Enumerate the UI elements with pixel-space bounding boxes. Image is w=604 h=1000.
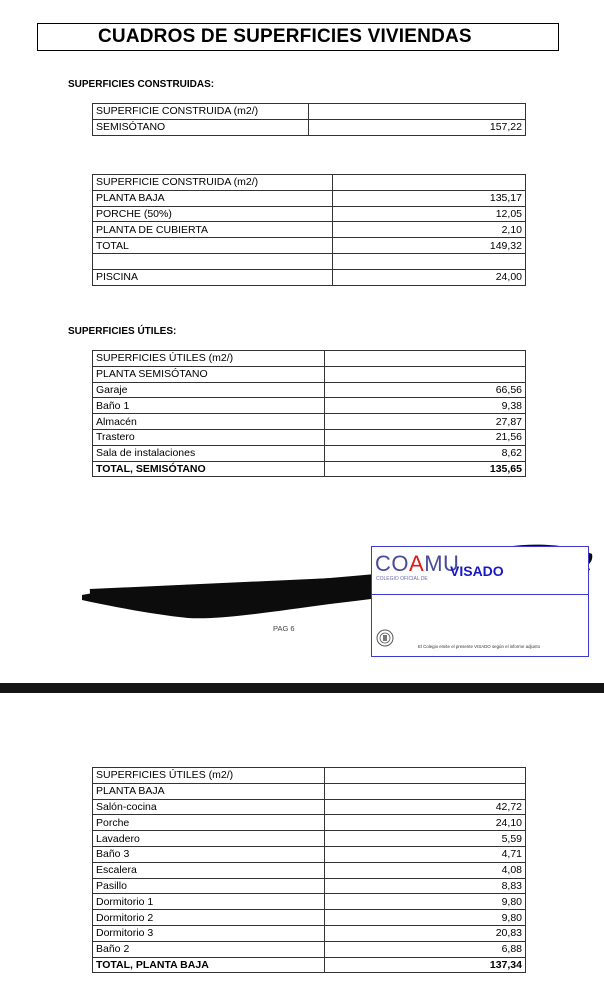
section-heading-useful: SUPERFICIES ÚTILES: bbox=[68, 326, 177, 337]
row-label: Dormitorio 2 bbox=[93, 910, 325, 926]
table-row bbox=[93, 222, 526, 238]
row-label: Pasillo bbox=[93, 878, 325, 894]
row-value: 4,08 bbox=[325, 862, 526, 878]
row-value: 12,05 bbox=[333, 206, 526, 222]
section-heading-constructed: SUPERFICIES CONSTRUIDAS: bbox=[68, 79, 215, 90]
table-row bbox=[93, 783, 526, 799]
stamp-divider bbox=[372, 594, 588, 595]
row-label: Garaje bbox=[93, 382, 325, 398]
table-constructed-ground bbox=[92, 174, 526, 286]
visado-stamp bbox=[371, 546, 589, 657]
page-title: CUADROS DE SUPERFICIES VIVIENDAS bbox=[37, 23, 559, 51]
coamu-logo: COAMU bbox=[375, 551, 460, 576]
table-row bbox=[93, 862, 526, 878]
row-value: 135,17 bbox=[333, 190, 526, 206]
table-row bbox=[93, 429, 526, 445]
row-label: PORCHE (50%) bbox=[93, 206, 333, 222]
table-row bbox=[93, 815, 526, 831]
row-label: Sala de instalaciones bbox=[93, 445, 325, 461]
row-value bbox=[325, 351, 526, 367]
page-divider bbox=[0, 683, 604, 693]
table-row bbox=[93, 190, 526, 206]
table-row bbox=[93, 799, 526, 815]
row-value: 66,56 bbox=[325, 382, 526, 398]
row-label: Almacén bbox=[93, 414, 325, 430]
table-row bbox=[93, 461, 526, 477]
row-value: 4,71 bbox=[325, 846, 526, 862]
stamp-note: El Colegio emite el presente VISADO según el informe adjunto bbox=[418, 644, 541, 649]
table-useful-planta-baja bbox=[92, 767, 526, 973]
row-value: 2,10 bbox=[333, 222, 526, 238]
row-value: 42,72 bbox=[325, 799, 526, 815]
row-label: SEMISÓTANO bbox=[93, 119, 309, 135]
table-useful-semisotano bbox=[92, 350, 526, 477]
row-label: TOTAL bbox=[93, 238, 333, 254]
row-value bbox=[325, 768, 526, 784]
row-value: 149,32 bbox=[333, 238, 526, 254]
table-row bbox=[93, 414, 526, 430]
table-row bbox=[93, 878, 526, 894]
row-label: SUPERFICIE CONSTRUIDA (m2/) bbox=[93, 104, 309, 120]
row-value: 21,56 bbox=[325, 429, 526, 445]
row-value bbox=[333, 253, 526, 269]
row-label: SUPERFICIE CONSTRUIDA (m2/) bbox=[93, 175, 333, 191]
row-value bbox=[309, 104, 526, 120]
table-row bbox=[93, 206, 526, 222]
row-value: 135,65 bbox=[325, 461, 526, 477]
row-value: 9,80 bbox=[325, 894, 526, 910]
coamu-subtitle: COLEGIO OFICIAL DE bbox=[376, 576, 428, 582]
row-label: TOTAL, PLANTA BAJA bbox=[93, 957, 325, 973]
row-label: SUPERFICIES ÚTILES (m2/) bbox=[93, 351, 325, 367]
row-value: 6,88 bbox=[325, 941, 526, 957]
row-label: Lavadero bbox=[93, 831, 325, 847]
row-label: Baño 2 bbox=[93, 941, 325, 957]
row-label: PISCINA bbox=[93, 269, 333, 285]
table-row bbox=[93, 957, 526, 973]
row-value: 157,22 bbox=[309, 119, 526, 135]
row-value: 5,59 bbox=[325, 831, 526, 847]
row-value: 24,10 bbox=[325, 815, 526, 831]
row-label: Baño 1 bbox=[93, 398, 325, 414]
table-row bbox=[93, 941, 526, 957]
table-row bbox=[93, 398, 526, 414]
seal-icon bbox=[376, 629, 394, 647]
table-row bbox=[93, 119, 526, 135]
table-row bbox=[93, 846, 526, 862]
row-label: PLANTA SEMISÓTANO bbox=[93, 366, 325, 382]
row-label: PLANTA BAJA bbox=[93, 190, 333, 206]
table-row bbox=[93, 175, 526, 191]
page-number: PAG 6 bbox=[273, 624, 295, 633]
row-value: 9,80 bbox=[325, 910, 526, 926]
row-label: PLANTA DE CUBIERTA bbox=[93, 222, 333, 238]
row-value: 8,83 bbox=[325, 878, 526, 894]
row-label bbox=[93, 253, 333, 269]
table-row bbox=[93, 269, 526, 285]
row-label: Salón-cocina bbox=[93, 799, 325, 815]
row-value bbox=[325, 366, 526, 382]
row-label: Porche bbox=[93, 815, 325, 831]
row-value: 137,34 bbox=[325, 957, 526, 973]
table-row bbox=[93, 253, 526, 269]
row-value bbox=[325, 783, 526, 799]
table-row bbox=[93, 910, 526, 926]
table-row bbox=[93, 768, 526, 784]
row-label: Baño 3 bbox=[93, 846, 325, 862]
row-value: 27,87 bbox=[325, 414, 526, 430]
row-label: Dormitorio 3 bbox=[93, 925, 325, 941]
table-row bbox=[93, 104, 526, 120]
row-label: Escalera bbox=[93, 862, 325, 878]
row-label: PLANTA BAJA bbox=[93, 783, 325, 799]
table-row bbox=[93, 831, 526, 847]
row-value: 9,38 bbox=[325, 398, 526, 414]
row-value bbox=[333, 175, 526, 191]
row-label: TOTAL, SEMISÓTANO bbox=[93, 461, 325, 477]
row-label: Trastero bbox=[93, 429, 325, 445]
row-value: 20,83 bbox=[325, 925, 526, 941]
row-value: 24,00 bbox=[333, 269, 526, 285]
row-value: 8,62 bbox=[325, 445, 526, 461]
table-row bbox=[93, 351, 526, 367]
table-row bbox=[93, 366, 526, 382]
row-label: Dormitorio 1 bbox=[93, 894, 325, 910]
table-row bbox=[93, 382, 526, 398]
table-row bbox=[93, 445, 526, 461]
row-label: SUPERFICIES ÚTILES (m2/) bbox=[93, 768, 325, 784]
table-row bbox=[93, 238, 526, 254]
table-row bbox=[93, 894, 526, 910]
visado-label: VISADO bbox=[450, 563, 504, 579]
table-constructed-semisotano bbox=[92, 103, 526, 136]
table-row bbox=[93, 925, 526, 941]
